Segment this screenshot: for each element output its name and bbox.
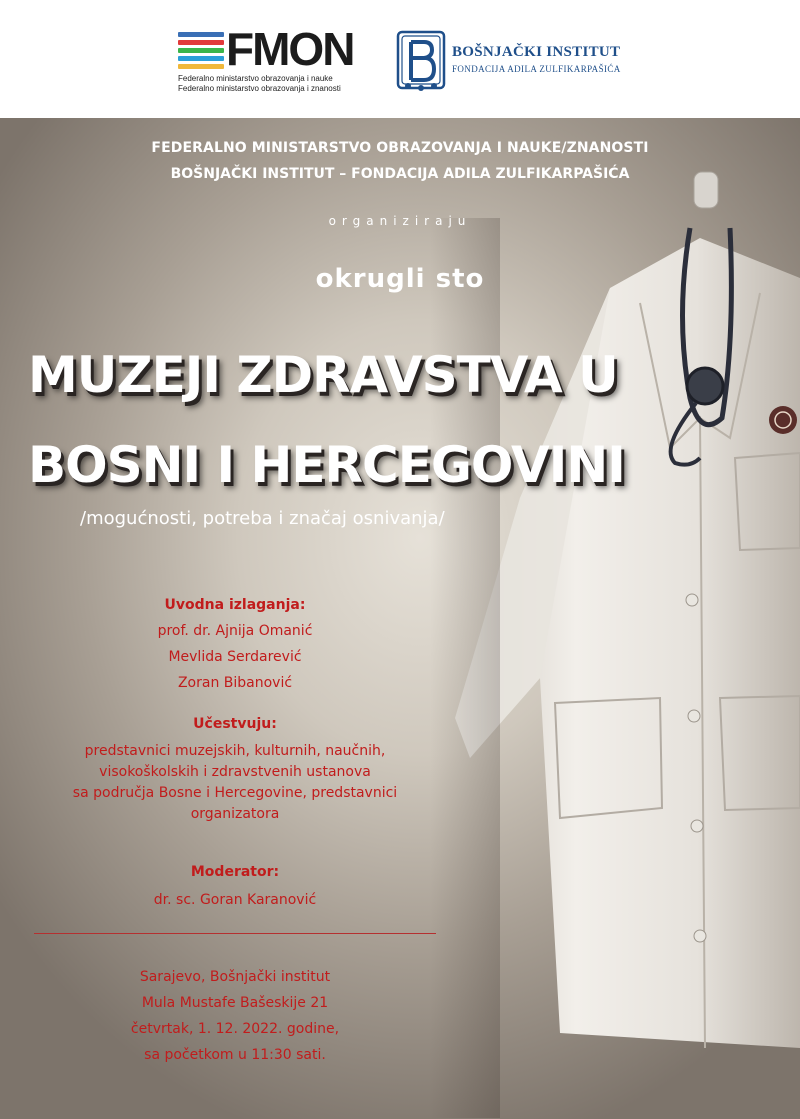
intro-heading: Uvodna izlaganja: [164,597,306,613]
fmon-wordmark: FMON [226,23,354,75]
title-line-2: BOSNI I HERCEGOVINI [28,436,625,494]
fmon-stripes-icon [178,32,224,72]
participants-line: sa područja Bosne i Hercegovine, predstavnici [72,785,398,801]
divider [34,933,436,934]
participants-section [0,714,470,825]
poster [0,118,800,1119]
venue-line: sa početkom u 11:30 sati. [144,1047,326,1063]
intro-section [0,592,470,696]
moderator-heading: Moderator: [190,864,280,880]
participants-line: organizatora [190,806,280,822]
speaker: Zoran Bibanović [177,675,293,691]
subtitle: /mogućnosti, potreba i značaj osnivanja/ [80,508,445,529]
moderator-section [0,858,470,914]
venue-section [0,964,470,1068]
header [0,0,800,118]
venue-line: Sarajevo, Bošnjački institut [139,969,331,985]
bosnjacki-institut-logo [396,30,636,94]
venue-line: četvrtak, 1. 12. 2022. godine, [130,1021,340,1037]
organize-label: organiziraju [328,214,472,228]
fmon-logo [178,23,358,98]
participants-line: predstavnici muzejskih, kulturnih, naučnih, [84,743,386,759]
fmon-subtitle-1: Federalno ministarstvo obrazovanja i nauke [178,74,333,83]
fmon-subtitle [178,74,341,94]
organizer-1: FEDERALNO MINISTARSTVO OBRAZOVANJA I NAUKE/ZNANOSTI [151,140,649,156]
title-line-1: MUZEJI ZDRAVSTVA U [28,346,618,404]
organizer-2: BOŠNJAČKI INSTITUT – FONDACIJA ADILA ZULFIKARPAŠIĆA [170,166,630,182]
speaker: prof. dr. Ajnija Omanić [157,623,313,639]
participants-line: visokoškolskih i zdravstvenih ustanova [99,764,371,780]
venue-line: Mula Mustafe Bašeskije 21 [141,995,329,1011]
bosnjacki-subtitle: FONDACIJA ADILA ZULFIKARPAŠIĆA [452,64,621,74]
moderator-name: dr. sc. Goran Karanović [153,892,317,908]
fmon-subtitle-2: Federalno ministarstvo obrazovanja i znanosti [178,84,341,93]
bosnjacki-emblem-icon [396,30,446,92]
speaker: Mevlida Serdarević [168,649,302,665]
participants-heading: Učestvuju: [193,716,277,732]
bosnjacki-title: BOŠNJAČKI INSTITUT [452,44,621,60]
event-type: okrugli sto [315,264,485,294]
